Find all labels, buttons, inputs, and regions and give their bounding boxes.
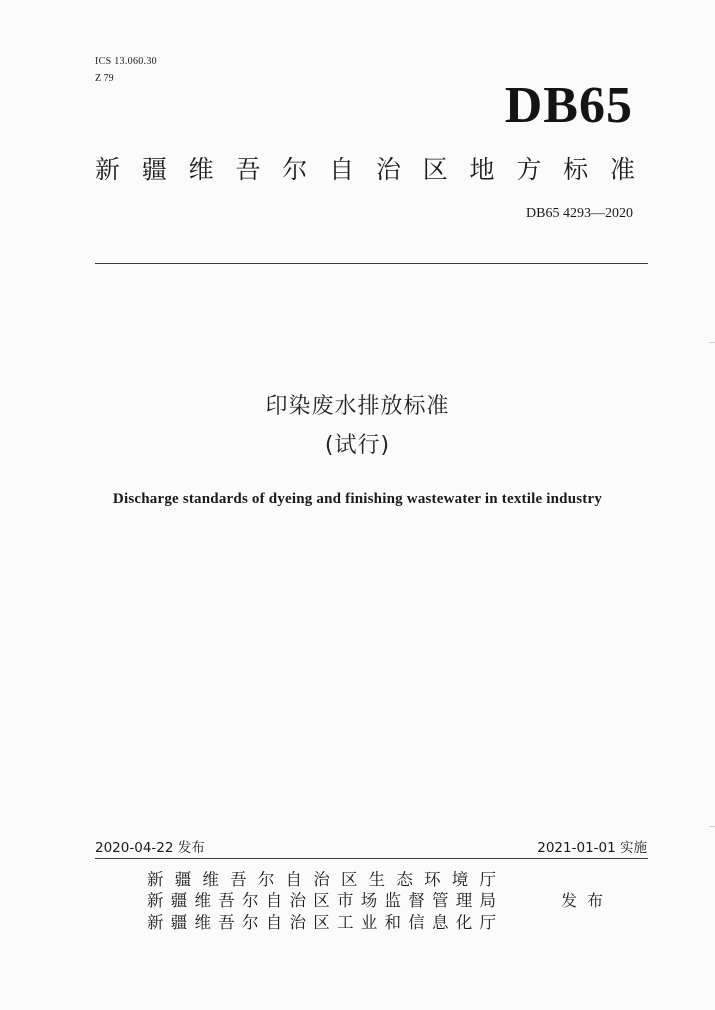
issue-date: 2020-04-22 发布	[95, 840, 205, 856]
issuer-industry-it: 新疆维吾尔自治区工业和信息化厅	[147, 913, 496, 932]
document-title: 印染废水排放标准	[265, 394, 450, 419]
footer-divider	[95, 858, 648, 859]
ics-code: ICS 13.060.30	[95, 56, 157, 67]
english-title: Discharge standards of dyeing and finishing wastewater in textile industry	[112, 491, 603, 507]
ccs-code: Z 79	[95, 73, 114, 84]
document-subtitle: (试行)	[324, 433, 391, 458]
issuer-ecology-environment: 新疆维吾尔自治区生态环境厅	[147, 870, 496, 889]
implementation-date: 2021-01-01 实施	[537, 840, 647, 856]
standard-number: DB65 4293—2020	[526, 206, 633, 221]
header-divider	[95, 263, 648, 264]
publish-label: 发布	[561, 891, 614, 910]
scan-edge-mark	[709, 826, 715, 827]
issuer-market-regulation: 新疆维吾尔自治区市场监督管理局	[147, 891, 496, 910]
standard-logo: DB65	[504, 77, 633, 134]
standard-category: 新疆维吾尔自治区地方标准	[95, 155, 635, 184]
scan-edge-mark	[709, 342, 715, 343]
